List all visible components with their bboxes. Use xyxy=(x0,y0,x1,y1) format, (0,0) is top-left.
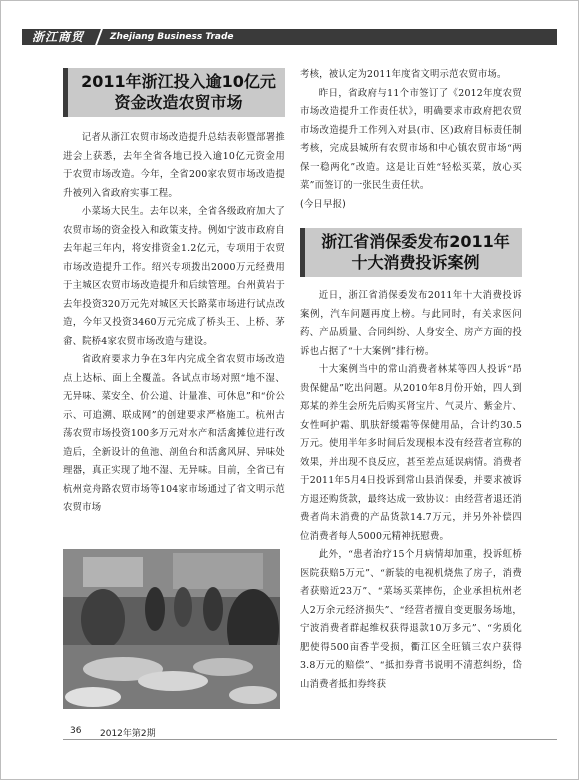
article1-source: (今日早报) xyxy=(300,198,347,210)
masthead xyxy=(22,29,557,45)
market-photo xyxy=(63,549,280,709)
page-number: 36 xyxy=(70,726,82,736)
article2-paragraph: 近日，浙江省消保委发布2011年十大消费投诉案例，汽车问题再度上榜。与此同时，有关求医问药、产品质量、合同纠纷、人身安全、房产方面的投诉也占据了“十大案例”排行榜。 xyxy=(300,290,522,357)
article1-headline xyxy=(63,68,285,117)
article2-paragraph: 十大案例当中的常山消费者林某等四人投诉“昂贵保健品”吃出问题。从2010年8月份开始，四人到郑某的养生会所先后购买肾宝片、气灵片、紫金片、女性呵护霜、肌肤舒缓霜等保健用品，合计约30.5万元。使用半年多时间后发现根本没有经营者宣称的效果，并出现不良反应，甚至差点延误病情。消费者于2011年5月4日投诉到常山县消保委，并要求被诉方退还购货款，最终达成一致协议：由经营者退还消费者尚未消费的产品货款14.7万元，并另外补偿四位消费者每人5000元精神抚慰费。 xyxy=(300,364,522,542)
article1-continued-paragraph: 考核，被认定为2011年度省文明示范农贸市场。 xyxy=(300,69,507,80)
article1-paragraph: 省政府要求力争在3年内完成全省农贸市场改造点上达标、面上全覆盖。各试点市场对照“地不湿、无异味、菜安全、价公道、计量准、可休息”和“价公示、可追溯、联成网”的创建要求严格施工。杭州古荡农贸市场投资100多万元对水产和活禽摊位进行改造后，全新设计的鱼池、剖鱼台和活禽风屏、异味处理器，真正实现了地不湿、无异味。目前，全省已有杭州竞舟路农贸市场等104家市场通过了省文明示范农贸市场 xyxy=(63,354,285,513)
article1-title-line2: 资金改造农贸市场 xyxy=(114,93,243,112)
masthead-brand-en: Zhejiang Business Trade xyxy=(110,32,234,42)
article2-title-line1: 浙江省消保委发布2011年 xyxy=(321,232,510,251)
masthead-divider xyxy=(95,29,103,45)
article1-title-line1: 2011年浙江投入逾10亿元 xyxy=(81,72,276,91)
article2-paragraph: 此外，“患者治疗15个月病情却加重，投诉虹桥医院获赔5万元”、“新装的电视机烧焦了房子，消费者获赔近23万”、“菜场买菜摔伤，企业承担杭州老人2万余元经济损失”、“经营者擅自变更服务场地，宁波消费者群起维权获得退款10万多元”、“劣质化肥使得500亩香芋受损，衢江区全旺镇三农户获得3.8万元的赔偿”、“抵扣券背书说明不清惹纠纷，岱山消费者抵扣券终获 xyxy=(300,549,522,690)
issue-label: 2012年第2期 xyxy=(100,729,156,739)
article2-title-line2: 十大消费投诉案例 xyxy=(351,253,480,272)
left-column xyxy=(63,58,285,518)
right-column xyxy=(300,66,522,694)
article1-paragraph: 记者从浙江农贸市场改造提升总结表彰暨部署推进会上获悉，去年全省各地已投入逾10亿元资金用于农贸市场改造。今年，全省200家农贸市场改造提升被列入省政府实事工程。 xyxy=(63,132,285,199)
article1-paragraph: 小菜场大民生。去年以来，全省各级政府加大了农贸市场的资金投入和政策支持。例如宁波市政府自去年起三年内，将安排资金1.2亿元，专项用于农贸市场改造提升工作。绍兴专项拨出2000万元经费用于主城区农贸市场改造提升和后续管理。台州黄岩于去年投资320万元先对城区天长路菜市场进行试点改造，今年又投资3460万元完成了桥头王、上桥、茅畲、院桥4家农贸市场改造与建设。 xyxy=(63,206,285,347)
article1-continued-paragraph: 昨日，省政府与11个市签订了《2012年度农贸市场改造提升工作责任状》，明确要求市政府把农贸市场改造提升工作列入对县(市、区)政府目标责任制考核，完成县城所有农贸市场和中心镇农贸市场“两保一稳两化”改造。这是让百姓“轻松买菜，放心买菜”而签订的一张民生责任状。 xyxy=(300,87,522,191)
footer-rule xyxy=(63,739,557,740)
market-photo-image xyxy=(63,549,280,709)
masthead-brand-cn: 浙江商贸 xyxy=(32,30,85,44)
article2-headline xyxy=(300,228,522,277)
